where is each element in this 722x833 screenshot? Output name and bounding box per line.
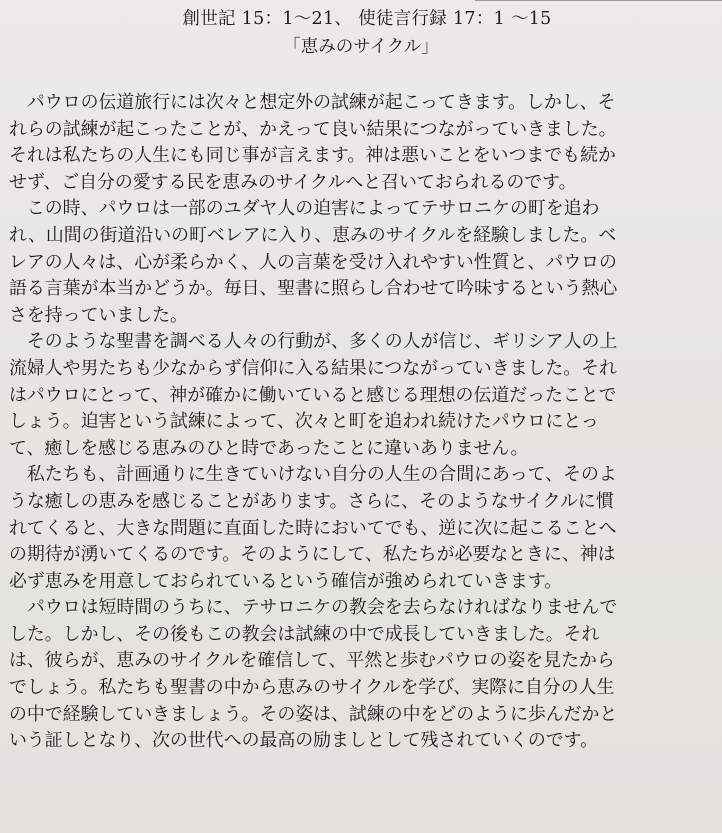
body-line: の期待が湧いてくるのです。そのようにして、私たちが必要なときに、神は [9, 544, 616, 566]
body-line: 必ず恵みを用意しておられているという確信が強められていきます。 [9, 570, 563, 592]
body-line: 語る言葉が本当かどうか。毎日、聖書に照らし合わせて吟味するという熱心 [9, 278, 618, 300]
scripture-reference: 創世記 15：1～21、 使徒言行録 17：1 ～15 [182, 9, 552, 29]
body-line: 私たちも、計画通りに生きていけない自分の人生の合間にあって、そのよ [9, 464, 617, 486]
body-line: レアの人々は、心が柔らかく、人の言葉を受け入れやすい性質と、パウロの [9, 251, 617, 273]
body-line: さを持っていました。 [9, 304, 188, 326]
body-line: れ、山間の街道沿いの町ベレアに入り、恵みのサイクルを経験しました。ベ [9, 224, 617, 246]
body-line: パウロは短時間のうちに、テサロニケの教会を去らなければなりませんで [9, 597, 618, 619]
sermon-header [0, 6, 722, 60]
body-line: パウロの伝道旅行には次々と想定外の試練が起こってきます。しかし、そ [9, 92, 616, 113]
body-line: て、癒しを感じる恵みのひと時であったことに違いありません。 [9, 437, 529, 459]
body-line: は、彼らが、恵みのサイクルを確信して、平然と歩むパウロの姿を見たから [9, 650, 615, 672]
body-line: この時、パウロは一部のユダヤ人の迫害によってテサロニケの町を追わ [9, 198, 600, 220]
body-line: 流婦人や男たちも少なからず信仰に入る結果につながっていきました。それ [9, 357, 617, 379]
body-line: うな癒しの恵みを感じることがあります。さらに、そのようなサイクルに慣 [9, 490, 614, 512]
body-line: いう証しとなり、次の世代への最高の励ましとして残されていくのです。 [9, 730, 598, 752]
body-line: はパウロにとって、神が確かに働いていると感じる理想の伝道だったことで [9, 384, 617, 406]
body-line: の中で経験していきましょう。その姿は、試練の中をどのように歩んだかと [9, 703, 618, 725]
body-line: そのような聖書を調べる人々の行動が、多くの人が信じ、ギリシア人の上 [9, 331, 618, 353]
body-line: しょう。迫害という試練によって、次々と町を追われ続けたパウロにとっ [9, 411, 599, 433]
body-line: れてくると、大きな問題に直面した時においてでも、逆に次に起こることへ [9, 517, 617, 539]
sermon-body [9, 90, 717, 755]
body-line: れらの試練が起こったことが、かえって良い結果につながっていきました。 [9, 118, 617, 140]
body-line: した。しかし、その後もこの教会は試練の中で成長していきました。それ [9, 623, 600, 645]
body-line: でしょう。私たちも聖書の中から恵みのサイクルを学び、実際に自分の人生 [9, 677, 615, 699]
body-line: それは私たちの人生にも同じ事が言えます。神は悪いことをいつまでも続か [9, 145, 616, 167]
sermon-title: 「恵みのサイクル」 [283, 37, 439, 57]
body-line: せず、ご自分の愛する民を恵みのサイクルへと召いておられるのです。 [9, 171, 577, 193]
